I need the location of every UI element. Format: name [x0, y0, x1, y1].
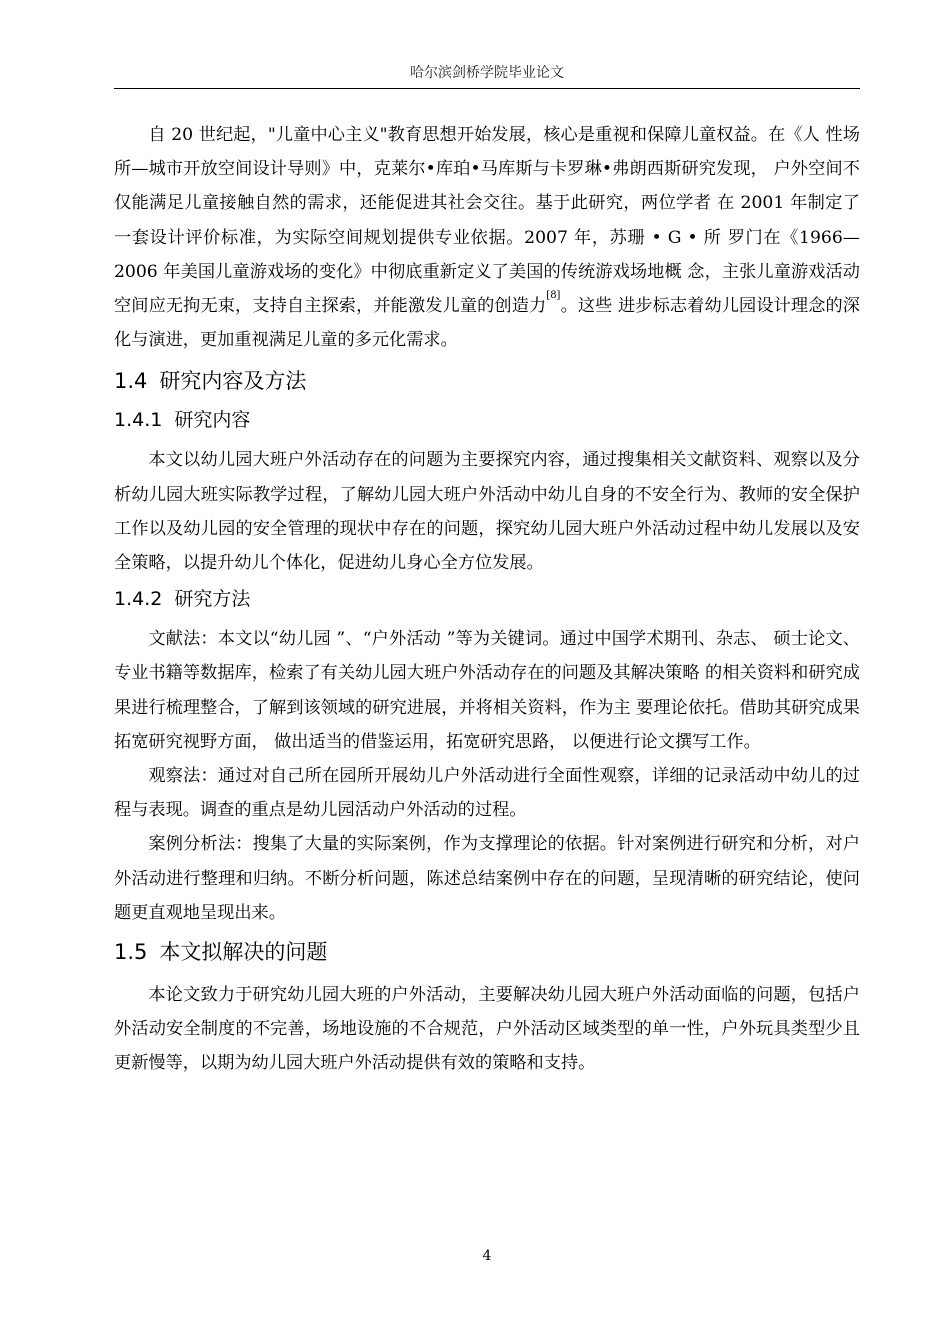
paragraph-intro [114, 118, 860, 357]
paragraph-intro-text: 自 20 世纪起，"儿童中心主义"教育思想开始发展，核心是重视和保障儿童权益。在《人 性场所—城市开放空间设计导则》中，克莱尔•库珀•马库斯与卡罗琳•弗朗西斯研究发现， 户外空间不仅能满足儿童接触自然的需求，还能促进其社会交往。基于此研究，两位学者 在 2001 年制定了一套设计评价标准，为实际空间规划提供专业依据。2007 年，苏珊 • G • 所 罗门在《1966—2006 年美国儿童游戏场的变化》中彻底重新定义了美国的传统游戏场地概 念，主张儿童游戏活动空间应无拘无束，支持自主探索，并能激发儿童的创造力 [114, 125, 860, 317]
section-heading-1-4-2 [114, 586, 860, 612]
section-number: 1.5 [114, 940, 148, 965]
page-number: 4 [482, 1248, 492, 1264]
section-heading-1-5 [114, 938, 860, 966]
paragraph-research-content: 本文以幼儿园大班户外活动存在的问题为主要探究内容，通过搜集相关文献资料、观察以及分析幼儿园大班实际教学过程，了解幼儿园大班户外活动中幼儿自身的不安全行为、教师的安全保护工作以及幼儿园的安全管理的现状中存在的问题，探究幼儿园大班户外活动过程中幼儿发展以及安全策略，以提升幼儿个体化，促进幼儿身心全方位发展。 [114, 450, 860, 574]
running-header: 哈尔滨剑桥学院毕业论文 [410, 65, 564, 81]
section-heading-1-4 [114, 367, 860, 395]
section-heading-1-4-1 [114, 407, 860, 433]
section-title: 研究方法 [174, 588, 251, 611]
section-title: 研究内容 [174, 409, 251, 432]
paragraph-problems: 本论文致力于研究幼儿园大班的户外活动，主要解决幼儿园大班户外活动面临的问题，包括户外活动安全制度的不完善，场地设施的不合规范，户外活动区域类型的单一性，户外玩具类型少且更新慢等，以期为幼儿园大班户外活动提供有效的策略和支持。 [114, 985, 860, 1074]
section-title: 研究内容及方法 [159, 369, 307, 394]
document-body [114, 118, 860, 1081]
paragraph-observation-method: 观察法：通过对自己所在园所开展幼儿户外活动进行全面性观察，详细的记录活动中幼儿的过程与表现。调查的重点是幼儿园活动户外活动的过程。 [114, 766, 860, 821]
citation-ref: [8] [546, 290, 561, 302]
section-number: 1.4.1 [114, 409, 163, 432]
section-number: 1.4.2 [114, 588, 163, 611]
section-title: 本文拟解决的问题 [159, 940, 328, 965]
paragraph-intro-text-end: 。这些 进步标志着幼儿园设计理念的深化与演进，更加重视满足儿童的多元化需求。 [114, 296, 860, 351]
paragraph-case-method: 案例分析法：搜集了大量的实际案例，作为支撑理论的依据。针对案例进行研究和分析，对户外活动进行整理和归纳。不断分析问题，陈述总结案例中存在的问题，呈现清晰的研究结论，使问题更直观地呈现出来。 [114, 834, 860, 923]
header-rule [114, 88, 860, 89]
paragraph-literature-method: 文献法：本文以“幼儿园 ”、“户外活动 ”等为关键词。通过中国学术期刊、杂志、 硕士论文、专业书籍等数据库，检索了有关幼儿园大班户外活动存在的问题及其解决策略 的相关资料和研究成果进行梳理整合，了解到该领域的研究进展，并将相关资料，作为主 要理论依托。借助其研究成果拓宽研究视野方面， 做出适当的借鉴运用，拓宽研究思路， 以便进行论文撰写工作。 [114, 629, 860, 752]
section-number: 1.4 [114, 369, 148, 394]
